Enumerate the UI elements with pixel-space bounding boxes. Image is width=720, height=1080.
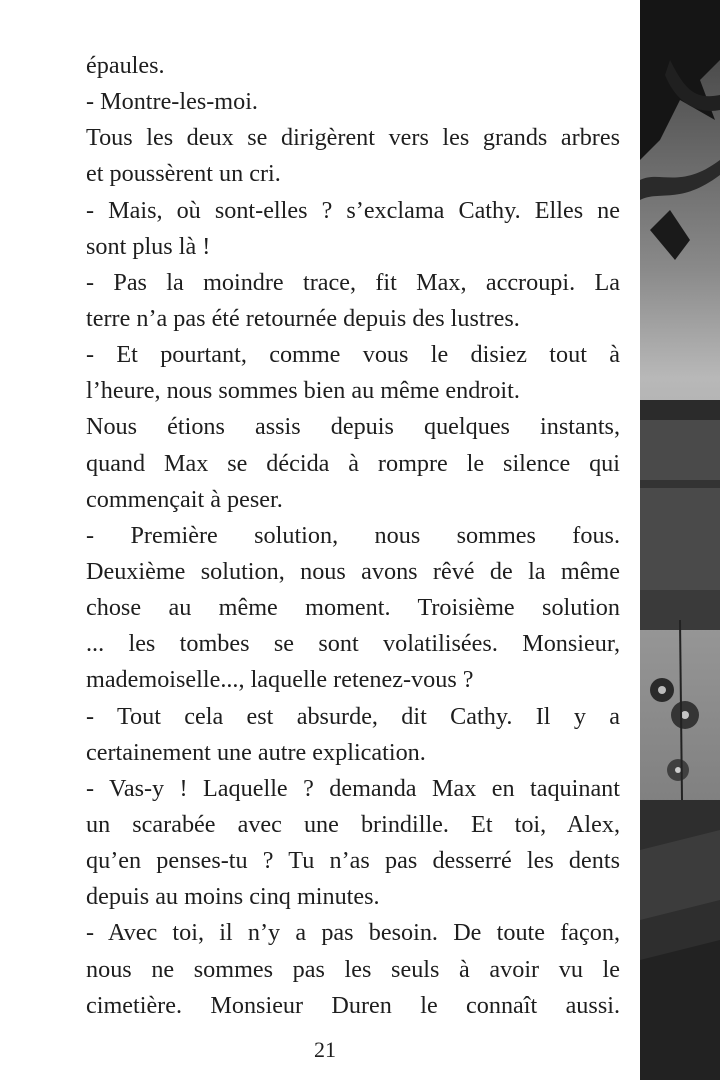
text-line: ... les tombes se sont volatilisées. Monsieur, [86,630,620,658]
text-line: quand Max se décida à rompre le silence qui [86,449,620,477]
text-line: un scarabée avec une brindille. Et toi, Alex, [86,810,620,838]
text-line: qu’en penses-tu ? Tu n’as pas desserré les dents [86,847,620,875]
text-line: sont plus là ! [86,232,211,260]
text-line: - Première solution, nous sommes fous. [86,521,620,549]
text-line: nous ne sommes pas les seuls à avoir vu le [86,955,620,983]
text-line: épaules. [86,52,165,79]
text-line: mademoiselle..., laquelle retenez-vous ? [86,666,474,694]
page-number: 21 [314,1037,336,1062]
body-text [86,48,620,1024]
text-line: Nous étions assis depuis quelques instants, [86,413,620,441]
text-line: - Pas la moindre trace, fit Max, accroupi. La [86,268,620,296]
text-line: Tous les deux se dirigèrent vers les grands arbres [86,124,620,152]
text-line: Deuxième solution, nous avons rêvé de la même [86,557,620,585]
text-line: - Avec toi, il n’y a pas besoin. De toute façon, [86,919,620,947]
text-line: - Et pourtant, comme vous le disiez tout à [86,341,620,369]
text-line: chose au même moment. Troisième solution [86,594,620,622]
text-line: l’heure, nous sommes bien au même endroit. [86,377,520,405]
text-line: - Montre-les-moi. [86,88,258,116]
side-illustration [640,0,720,1080]
text-line: et poussèrent un cri. [86,160,281,188]
text-line: - Vas-y ! Laquelle ? demanda Max en taquinant [86,774,620,802]
text-line: - Tout cela est absurde, dit Cathy. Il y a [86,702,620,730]
text-line: cimetière. Monsieur Duren le connaît aussi. [86,991,620,1019]
text-line: depuis au moins cinq minutes. [86,883,380,911]
text-line: certainement une autre explication. [86,738,426,766]
text-line: commençait à peser. [86,485,283,513]
text-line: terre n’a pas été retournée depuis des lustres. [86,304,520,332]
text-line: - Mais, où sont-elles ? s’exclama Cathy. Elles ne [86,196,620,224]
